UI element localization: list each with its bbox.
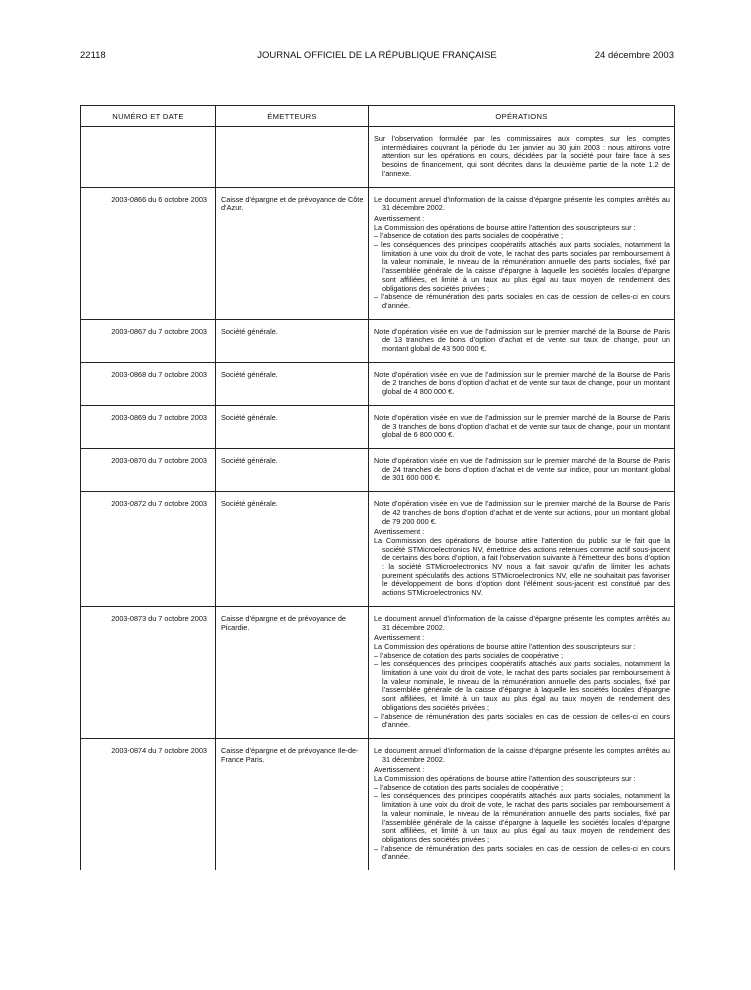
- warning-bullet: – les conséquences des principes coopératifs attachés aux parts sociales, notamment la limitation à une voix du droit de vote, le rachat des parts sociales par remboursement à la valeur nominale, le niveau de la rémunération annuelle des parts sociales, fixé par l’assemblée générale de la caisse d’épargne à laquelle les sociétés locales d’épargne sont affiliées, et limité à un taux au plus égal au taux moyen de rendement des obligations des sociétés privées ;: [374, 659, 670, 712]
- column-header-issuers: ÉMETTEURS: [216, 106, 369, 127]
- table-row: [81, 362, 675, 405]
- issuer-name: Caisse d’épargne et de prévoyance Ile-de-France Paris.: [216, 738, 369, 870]
- operation-description: [369, 187, 675, 319]
- operation-paragraph: La Commission des opérations de bourse attire l’attention des souscripteurs sur :: [374, 222, 636, 232]
- issuer-name: Société générale.: [216, 362, 369, 405]
- table-row: [81, 127, 675, 188]
- operation-paragraph: La Commission des opérations de bourse attire l’attention des souscripteurs sur :: [374, 774, 636, 784]
- operation-paragraph: Note d’opération visée en vue de l’admission sur le premier marché de la Bourse de Paris de 24 tranches de bons d’option d’achat et de vente sur indice, pour un montant global de 301 600 000 €.: [374, 455, 670, 483]
- operation-paragraph: Le document annuel d’information de la caisse d’épargne présente les comptes arrêtés au 31 décembre 2002.: [374, 194, 670, 213]
- table-row: [81, 738, 675, 870]
- issuer-name: Société générale.: [216, 448, 369, 491]
- warning-label: Avertissement :: [374, 633, 425, 643]
- page-header: [80, 50, 674, 64]
- issue-date: 24 décembre 2003: [594, 50, 674, 61]
- operation-description: [369, 127, 675, 188]
- table-row: [81, 492, 675, 607]
- issuer-name: [216, 127, 369, 188]
- operation-paragraph: Le document annuel d’information de la caisse d’épargne présente les comptes arrêtés au 31 décembre 2002.: [374, 745, 670, 764]
- operation-number-date: [81, 127, 216, 188]
- operation-paragraph: Note d’opération visée en vue de l’admission sur le premier marché de la Bourse de Paris de 2 tranches de bons d’option d’achat et de vente sur taux de change, pour un montant global de 4 800 000 €.: [374, 369, 670, 397]
- operation-paragraph: La Commission des opérations de bourse attire l’attention des souscripteurs sur :: [374, 641, 636, 651]
- warning-bullet: – l’absence de rémunération des parts sociales en cas de cession de celles-ci en cours d’année.: [374, 711, 670, 730]
- operation-description: [369, 319, 675, 362]
- warning-label: Avertissement :: [374, 213, 425, 223]
- warning-bullet: – l’absence de cotation des parts sociales de coopérative ;: [374, 782, 564, 792]
- issuer-name: Société générale.: [216, 492, 369, 607]
- operation-number-date: 2003-0872 du 7 octobre 2003: [81, 492, 216, 607]
- column-header-number-date: NUMÉRO ET DATE: [81, 106, 216, 127]
- column-header-operations: OPÉRATIONS: [369, 106, 675, 127]
- operation-paragraph: Note d’opération visée en vue de l’admission sur le premier marché de la Bourse de Paris de 3 tranches de bons d’option d’achat et de vente sur taux de change, pour un montant global de 6 800 000 €.: [374, 412, 670, 440]
- table-header-row: [81, 106, 675, 127]
- operation-description: [369, 738, 675, 870]
- warning-bullet: – l’absence de rémunération des parts sociales en cas de cession de celles-ci en cours d’année.: [374, 843, 670, 862]
- operation-number-date: 2003-0868 du 7 octobre 2003: [81, 362, 216, 405]
- warning-bullet: – l’absence de cotation des parts sociales de coopérative ;: [374, 650, 564, 660]
- operation-paragraph: La Commission des opérations de bourse attire l’attention du public sur le fait que la société STMicroelectronics NV, émettrice des actions retenues comme actif sous-jacent de certains des bons d’option, a fait l’observation suivante à l’émetteur des bons d’option : la société STMicroelectronics NV nous a fait savoir qu’afin de limiter les achats purement spéculatifs des actions STMicroelectronics NV, elle ne souhaitait pas favoriser le développement de bons d’option dont l’élément sous-jacent est constitué par des actions STMicroelectronics NV.: [374, 535, 670, 598]
- operation-description: [369, 492, 675, 607]
- operation-paragraph: Le document annuel d’information de la caisse d’épargne présente les comptes arrêtés au 31 décembre 2002.: [374, 613, 670, 632]
- warning-bullet: – l’absence de rémunération des parts sociales en cas de cession de celles-ci en cours d’année.: [374, 292, 670, 310]
- operations-table: [80, 105, 675, 870]
- issuer-name: Caisse d’épargne et de prévoyance de Picardie.: [216, 606, 369, 738]
- warning-bullet: – les conséquences des principes coopératifs attachés aux parts sociales, notamment la limitation à une voix du droit de vote, le rachat des parts sociales par remboursement à la valeur nominale, le niveau de la rémunération annuelle des parts sociales, fixé par l’assemblée générale de la caisse d’épargne à laquelle les sociétés locales d’épargne sont affiliées, et limité à un taux au plus égal au taux moyen de rendement des obligations des sociétés privées ;: [374, 240, 670, 293]
- operation-paragraph: Note d’opération visée en vue de l’admission sur le premier marché de la Bourse de Paris de 13 tranches de bons d’option d’achat et de vente sur taux de change, pour un montant global de 43 500 000 €.: [374, 326, 670, 354]
- operation-number-date: 2003-0866 du 6 octobre 2003: [81, 187, 216, 319]
- page-number: 22118: [80, 50, 106, 61]
- operation-number-date: 2003-0869 du 7 octobre 2003: [81, 405, 216, 448]
- warning-label: Avertissement :: [374, 527, 425, 537]
- table-row: [81, 405, 675, 448]
- table-row: [81, 606, 675, 738]
- table-row: [81, 448, 675, 491]
- operation-number-date: 2003-0867 du 7 octobre 2003: [81, 319, 216, 362]
- warning-bullet: – les conséquences des principes coopératifs attachés aux parts sociales, notamment la limitation à une voix du droit de vote, le rachat des parts sociales par remboursement à la valeur nominale, le niveau de la rémunération annuelle des parts sociales, fixé par l’assemblée générale de la caisse d’épargne à laquelle les sociétés locales d’épargne sont affiliées, et limité à un taux au plus égal au taux moyen de rendement des obligations des sociétés privées ;: [374, 791, 670, 844]
- issuer-name: Caisse d’épargne et de prévoyance de Côte d’Azur.: [216, 187, 369, 319]
- issuer-name: Société générale.: [216, 319, 369, 362]
- operation-description: [369, 405, 675, 448]
- operation-number-date: 2003-0870 du 7 octobre 2003: [81, 448, 216, 491]
- operation-description: [369, 606, 675, 738]
- operation-description: [369, 448, 675, 491]
- operation-paragraph: Note d’opération visée en vue de l’admission sur le premier marché de la Bourse de Paris de 42 tranches de bons d’option d’achat et de vente sur actions, pour un montant global de 79 200 000 €.: [374, 499, 670, 526]
- table-row: [81, 187, 675, 319]
- operation-description: [369, 362, 675, 405]
- journal-title: JOURNAL OFFICIEL DE LA RÉPUBLIQUE FRANÇAISE: [257, 50, 497, 61]
- operation-number-date: 2003-0874 du 7 octobre 2003: [81, 738, 216, 870]
- warning-label: Avertissement :: [374, 765, 425, 775]
- warning-bullet: – l’absence de cotation des parts sociales de coopérative ;: [374, 231, 564, 241]
- operation-paragraph: Sur l’observation formulée par les commissaires aux comptes sur les comptes intermédiaires couvrant la période du 1er janvier au 30 juin 2003 : nous attirons votre attention sur les opérations en cours, décidées par la société pour faire face à ses besoins de financement, qui sont décrites dans la deuxième partie de la note 1.2 de l’annexe.: [374, 134, 670, 178]
- operation-number-date: 2003-0873 du 7 octobre 2003: [81, 606, 216, 738]
- table-row: [81, 319, 675, 362]
- issuer-name: Société générale.: [216, 405, 369, 448]
